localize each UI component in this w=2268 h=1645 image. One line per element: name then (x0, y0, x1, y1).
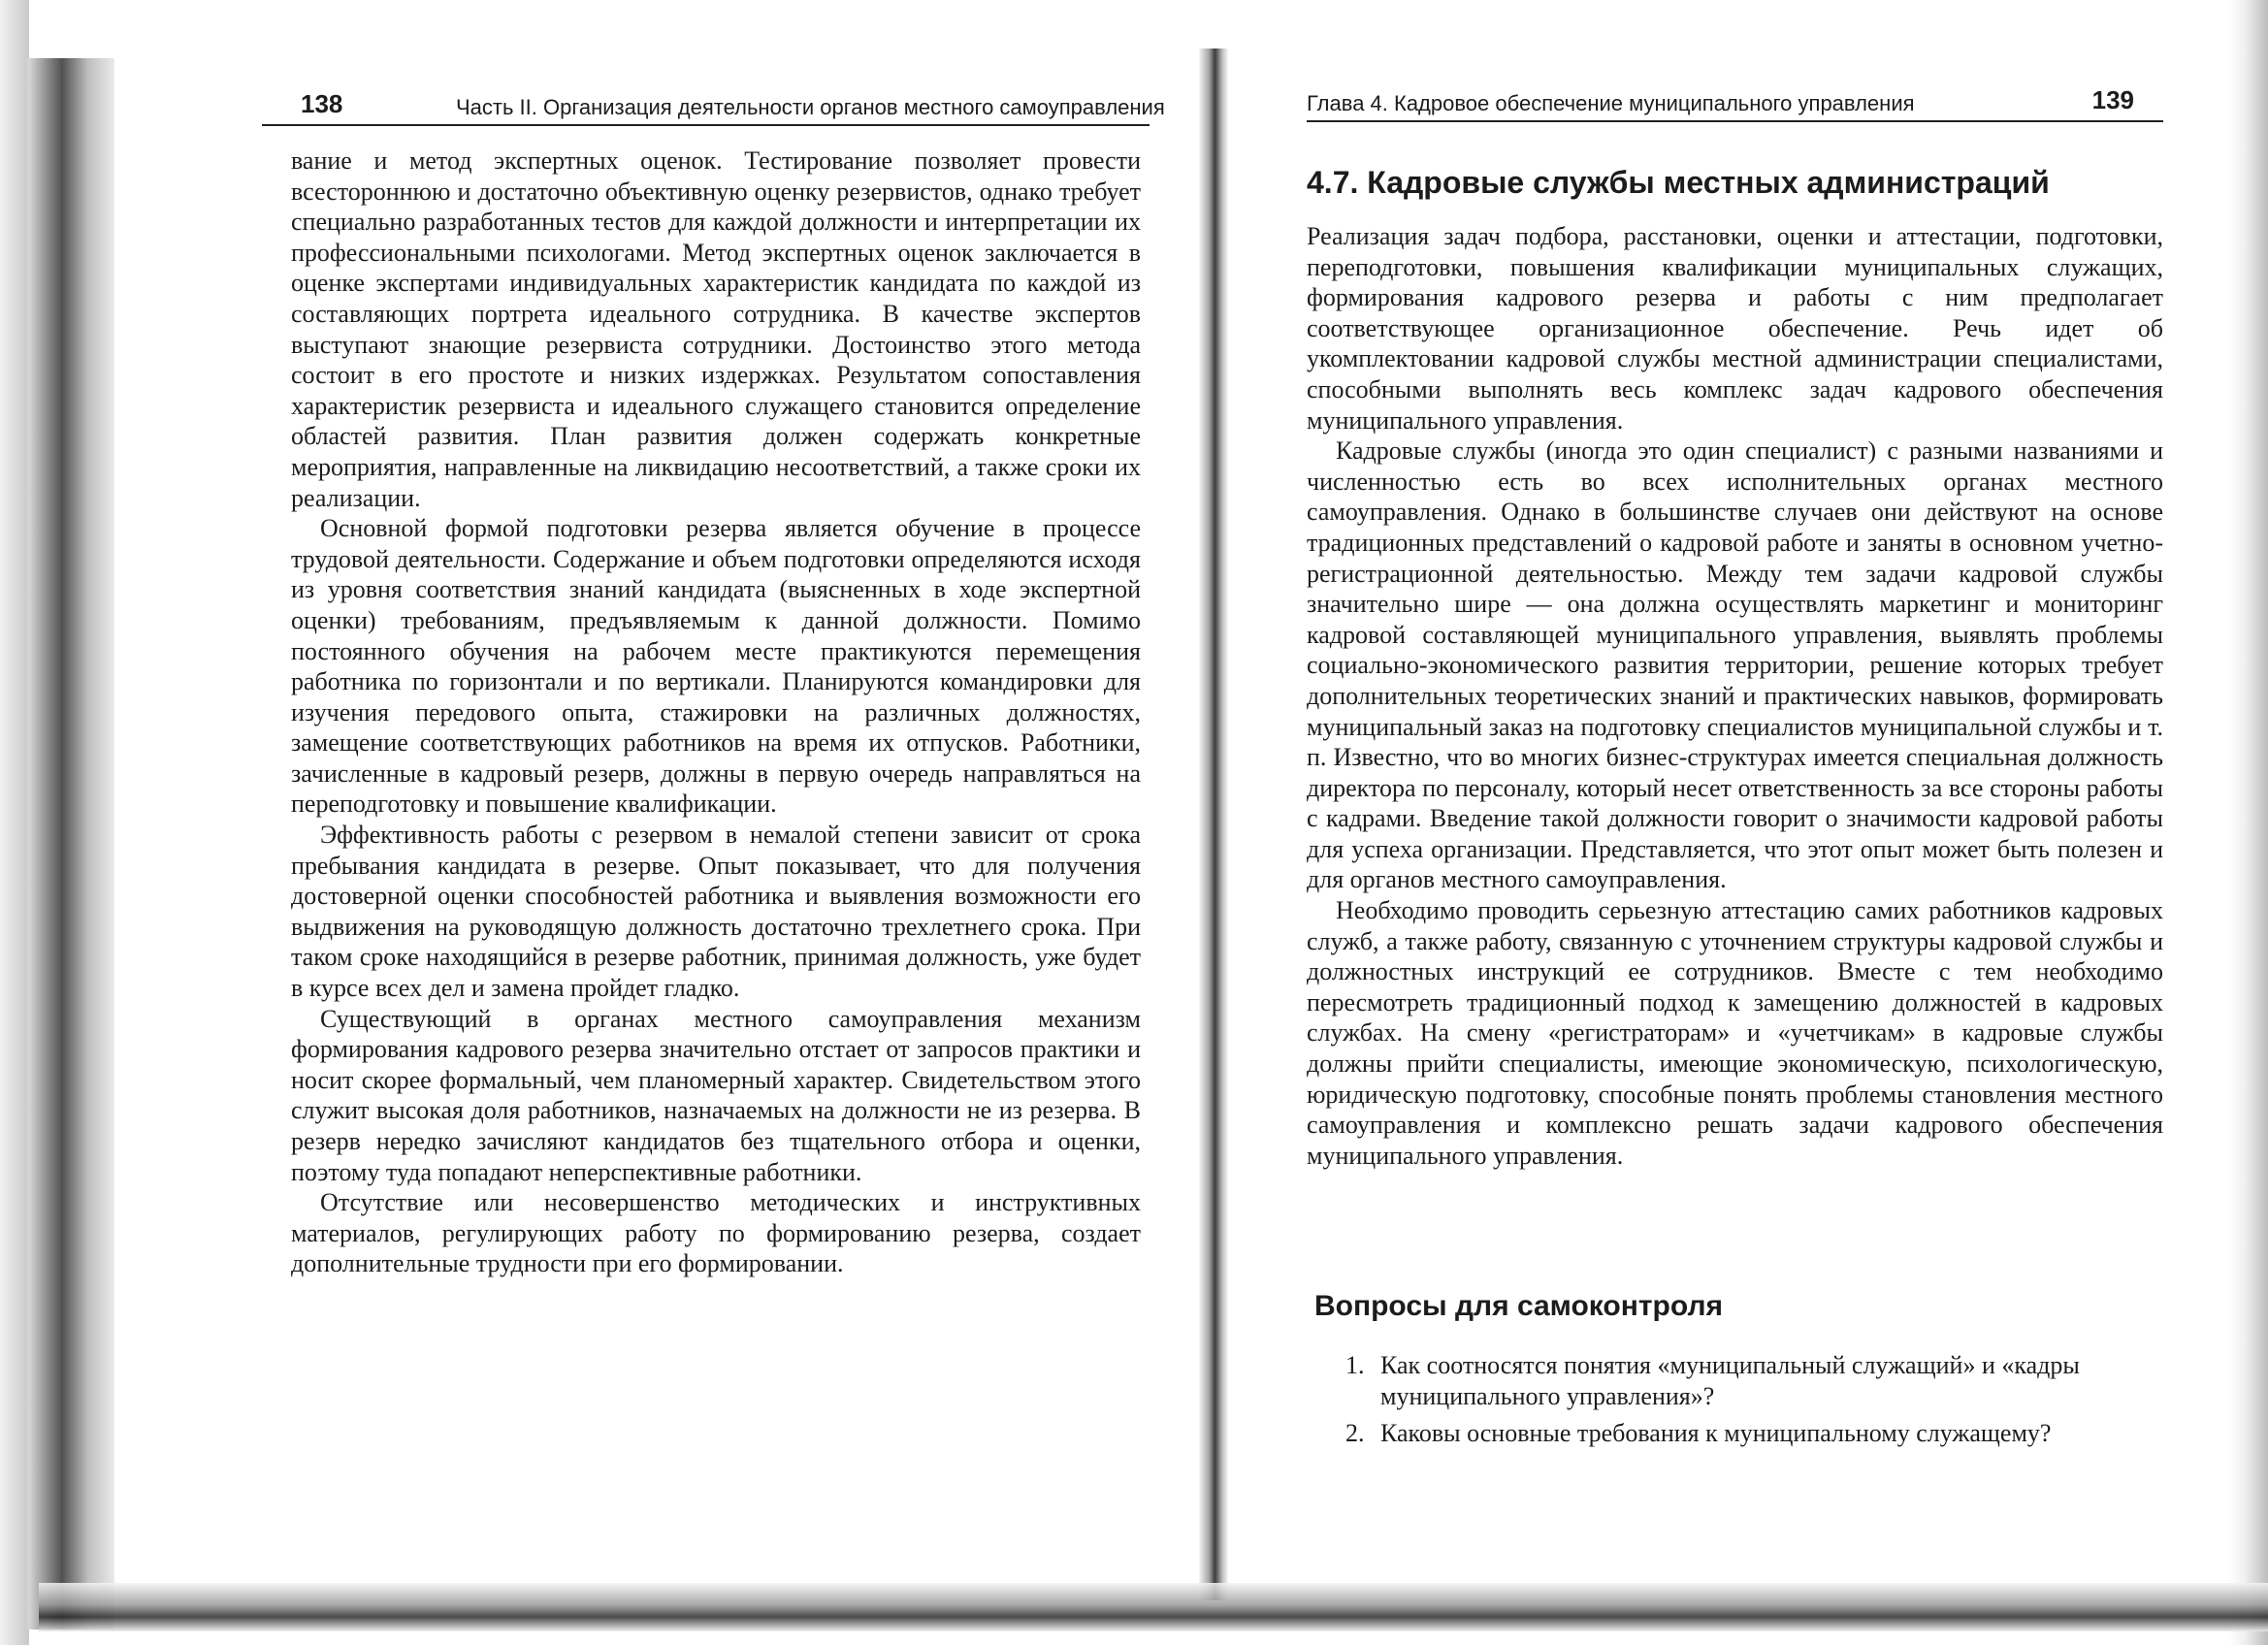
left-page-number: 138 (301, 89, 343, 118)
left-page (262, 0, 1165, 1552)
section-heading: 4.7. Кадровые службы местных администраций (1307, 165, 2050, 200)
book-spine (1199, 48, 1228, 1600)
question-number: 2. (1345, 1419, 1365, 1447)
right-body-text (1307, 221, 2163, 1171)
right-running-head (1307, 81, 2163, 122)
left-running-head (262, 85, 1165, 126)
question-number: 1. (1345, 1351, 1365, 1379)
left-paragraph-2: Основной формой подготовки резерва является обучение в процессе трудовой деятельности. Содержание и объем подготовки определяются исходя из уровня соответствия знаний кандидата (выясненных в ходе экспертной оценки) требованиям, предъявляемым к данной должности. Помимо постоянного обучения на рабочем месте практикуются перемещения работника по горизонтали и по вертикали. Планируются командировки для изучения передового опыта, стажировки на различных должностях, замещение соответствующих работников на время их отпусков. Работники, зачисленные в кадровый резерв, должны в первую очередь направляться на переподготовку и повышение квалификации. (291, 514, 1141, 819)
question-text: Каковы основные требования к муниципальному служащему? (1380, 1419, 2052, 1447)
left-paragraph-3: Эффективность работы с резервом в немалой степени зависит от срока пребывания кандидата в резерве. Опыт показывает, что для получения достоверной оценки способностей работника и выявления возможности его выдвижения на руководящую должность достаточно трехлетнего срока. При таком сроке находящийся в резерве работник, принимая должность, уже будет в курсе всех дел и замена пройдет гладко. (291, 821, 1141, 1003)
self-check-questions (1345, 1350, 2163, 1455)
question-text: Как соотносятся понятия «муниципальный служащий» и «кадры муниципального управления»? (1380, 1351, 2080, 1410)
scan-edge-left (27, 58, 114, 1629)
self-check-heading: Вопросы для самоконтроля (1314, 1290, 1724, 1322)
left-paragraph-4: Существующий в органах местного самоуправления механизм формирования кадрового резерва значительно отстает от запросов практики и носит скорее формальный, чем планомерный характер. Свидетельством этого служит высокая доля работников, назначаемых на должности не из резерва. В резерв нередко зачисляют кандидатов без тщательного отбора и оценки, поэтому туда попадают неперспективные работники. (291, 1004, 1141, 1186)
right-paragraph-2: Кадровые службы (иногда это один специалист) с разными названиями и численностью есть во всех исполнительных органах местного самоуправления. Однако в большинстве случаев они действуют на основе традиционных представлений о кадровой работе и заняты в основном учетно-регистрационной деятельностью. Между тем задачи кадровой службы значительно шире — она должна осуществлять маркетинг и мониторинг кадровой составляющей муниципального управления, выявлять проблемы социально-экономического развития территории, решение которых требует дополнительных теоретических знаний и практических навыков, формировать муниципальный заказ на подготовку специалистов муниципальной службы и т. п. Известно, что во многих бизнес-структурах имеется специальная должность директора по персоналу, который несет ответственность за все стороны работы с кадрами. Введение такой должности говорит о значимости кадровой работы для успеха организации. Представляется, что этот опыт может быть полезен и для органов местного самоуправления. (1307, 436, 2163, 894)
right-page-number: 139 (2091, 85, 2134, 114)
right-paragraph-3: Необходимо проводить серьезную аттестацию самих работников кадровых служб, а также работу, связанную с уточнением структуры кадровой службы и должностных инструкций ее сотрудников. Вместе с тем необходимо пересмотреть традиционный подход к замещению должностей в кадровых службах. На смену «регистраторам» и «учетчикам» в кадровые службы должны прийти специалисты, имеющие экономическую, психологическую, юридическую подготовку, способные понять проблемы становления местного самоуправления и комплексно решать задачи кадрового обеспечения муниципального управления. (1307, 896, 2163, 1170)
scan-edge-right (2229, 0, 2268, 1645)
right-page (1307, 0, 2163, 1552)
question-item (1345, 1350, 2163, 1412)
right-paragraph-1: Реализация задач подбора, расстановки, оценки и аттестации, подготовки, переподготовки, повышения квалификации муниципальных служащих, формирования кадрового резерва и работы с ним предполагает соответствующее организационное обеспечение. Речь идет об укомплектовании кадровой службы местной администрации специалистами, способными выполнять весь комплекс задач кадрового обеспечения муниципального управления. (1307, 222, 2163, 435)
scan-edge-bottom (39, 1583, 2268, 1631)
scan-edge-left-outer (0, 0, 29, 1645)
question-item (1345, 1418, 2163, 1449)
left-paragraph-1: вание и метод экспертных оценок. Тестирование позволяет провести всестороннюю и достаточно объективную оценку резервистов, однако требует специально разработанных тестов для каждой должности и интерпретации их профессиональными психологами. Метод экспертных оценок заключается в оценке экспертами индивидуальных характеристик кандидата по каждой из составляющих портрета идеального сотрудника. В качестве экспертов выступают знающие резервиста сотрудники. Достоинство этого метода состоит в его простоте и низких издержках. Результатом сопоставления характеристик резервиста и идеального служащего становится определение областей развития. План развития должен содержать конкретные мероприятия, направленные на ликвидацию несоответствий, а также сроки их реализации. (291, 146, 1141, 512)
left-running-head-text: Часть II. Организация деятельности органов местного самоуправления (456, 95, 1165, 119)
left-body-text (291, 145, 1141, 1279)
right-running-head-text: Глава 4. Кадровое обеспечение муниципального управления (1307, 91, 1915, 115)
left-paragraph-5: Отсутствие или несовершенство методических и инструктивных материалов, регулирующих работу по формированию резерва, создает дополнительные трудности при его формировании. (291, 1188, 1141, 1278)
